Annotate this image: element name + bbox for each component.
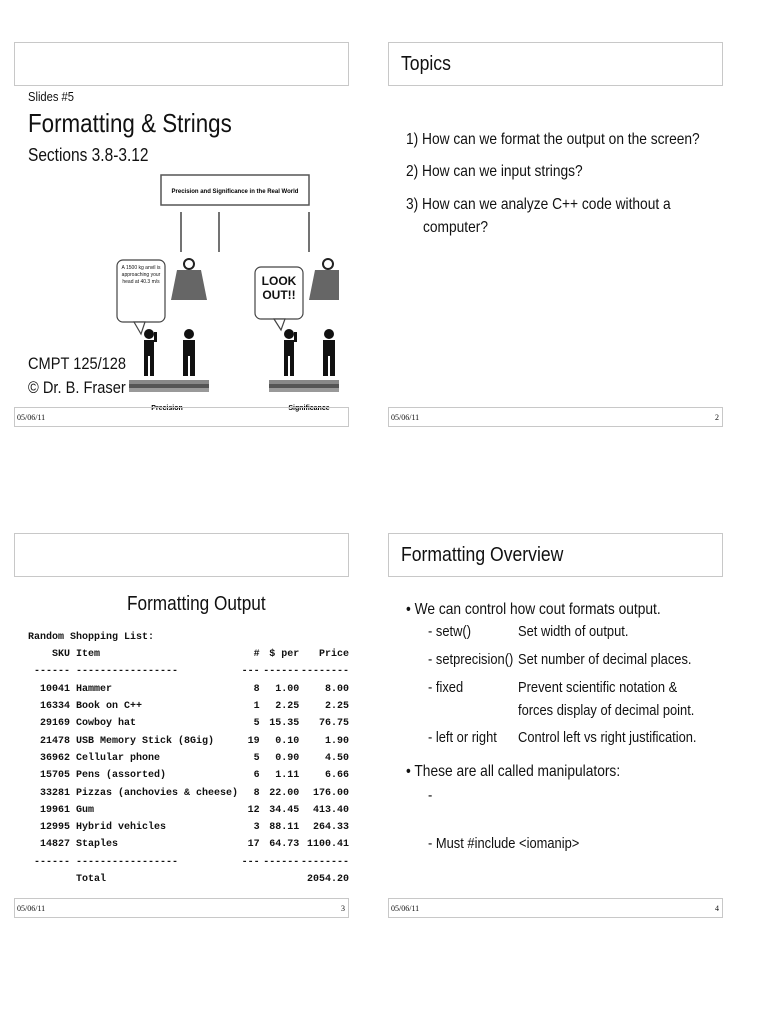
price-cell: 76.75	[318, 718, 349, 730]
price-cell: 4.50	[324, 752, 349, 764]
price-cell: 2.25	[324, 701, 349, 713]
sku-cell: 14827	[40, 839, 71, 851]
topic-item-3-cont: computer?	[423, 219, 489, 236]
qty-cell: 8	[253, 787, 260, 799]
table-row	[34, 681, 349, 698]
price-cell: 176.00	[312, 787, 349, 799]
sku-cell: 19961	[40, 804, 71, 816]
table-row	[34, 836, 349, 853]
footer-date: 05/06/11	[17, 413, 46, 422]
qty-cell: 8	[253, 683, 260, 695]
footer-page-number: 3	[341, 904, 345, 913]
manipulator-description: Control left vs right justification.	[518, 729, 697, 746]
manipulator-name: - setprecision()	[428, 651, 514, 668]
manipulator-name: - fixed	[428, 679, 464, 696]
qty-cell: 5	[253, 752, 260, 764]
person-right-a	[284, 329, 297, 376]
manipulator-description: Set number of decimal places.	[518, 651, 692, 668]
table-dash-row	[34, 854, 349, 871]
qty-cell: 12	[247, 804, 260, 816]
cartoon-banner-text: Precision and Significance in the Real World	[171, 189, 299, 195]
qty-cell: 1	[253, 701, 260, 713]
empty-sub-bullet: -	[428, 787, 433, 804]
unit-price-cell: 1.11	[275, 770, 300, 782]
slide-title-box	[388, 42, 723, 86]
dash-cell: ---	[241, 856, 260, 868]
item-cell: Cellular phone	[76, 752, 161, 764]
manipulator-description: Prevent scientific notation &	[518, 679, 678, 696]
item-cell: Staples	[76, 839, 119, 851]
sku-cell: 33281	[40, 787, 71, 799]
sku-cell: 15705	[40, 770, 71, 782]
unit-price-cell: 34.45	[269, 804, 300, 816]
table-row	[34, 698, 349, 715]
item-cell: Book on C++	[76, 701, 143, 713]
unit-price-cell: 64.73	[269, 839, 300, 851]
manipulator-name-text: left or right	[435, 729, 497, 746]
manipulator-description: Set width of output.	[518, 623, 629, 640]
table-dash-row	[34, 663, 349, 680]
unit-price-cell: 22.00	[269, 787, 300, 799]
sku-cell: 29169	[40, 718, 71, 730]
item-cell: USB Memory Stick (8Gig)	[76, 735, 215, 747]
anvil-right	[309, 270, 339, 300]
dash-cell: ------	[34, 856, 71, 868]
slide-subtitle: Sections 3.8-3.12	[28, 145, 149, 165]
footer-page-number: 4	[715, 904, 719, 913]
table-total-row	[34, 871, 349, 888]
item-cell: Pens (assorted)	[76, 770, 167, 782]
shopping-list-caption: Random Shopping List:	[28, 632, 155, 643]
header-unit-price: $ per	[269, 649, 300, 661]
sku-cell: 21478	[40, 735, 71, 747]
bullet-1: • We can control how cout formats output.	[406, 601, 661, 618]
shopping-table	[34, 646, 349, 888]
dash-cell: --------	[300, 666, 349, 678]
manipulator-description-cont: forces display of decimal point.	[518, 702, 695, 719]
anvil-left	[171, 270, 207, 300]
footer-date: 05/06/11	[17, 904, 46, 913]
slide-footer	[388, 898, 723, 918]
total-label: Total	[76, 874, 107, 885]
slide-title: Formatting Overview	[401, 544, 564, 566]
slide-1	[14, 42, 349, 427]
qty-cell: 6	[253, 770, 260, 782]
footer-page-number: 2	[715, 413, 719, 422]
cartoon-label-precision: Precision	[151, 405, 183, 412]
slide-footer	[388, 407, 723, 427]
topic-item-3: 3) How can we analyze C++ code without a	[406, 196, 671, 213]
person-right-b	[323, 329, 335, 376]
qty-cell: 19	[247, 735, 260, 747]
slide-label: Slides #5	[28, 89, 74, 104]
sku-cell: 36962	[40, 752, 71, 764]
bullet-1-text: We can control how cout formats output.	[414, 601, 661, 618]
author-label: © Dr. B. Fraser	[28, 378, 126, 397]
slide-footer	[14, 898, 349, 918]
price-cell: 413.40	[312, 804, 349, 816]
include-sub-bullet: - Must #include <iomanip>	[428, 835, 580, 852]
manipulator-name: - setw()	[428, 623, 472, 640]
item-cell: Gum	[76, 804, 95, 816]
price-cell: 1.90	[324, 735, 349, 747]
cartoon-label-significance: Significance	[288, 405, 330, 412]
precision-significance-cartoon	[109, 162, 339, 432]
person-left-a	[144, 329, 157, 376]
dash-cell: ------	[263, 856, 300, 868]
table-row	[34, 819, 349, 836]
price-cell: 264.33	[312, 822, 349, 834]
qty-cell: 5	[253, 718, 260, 730]
unit-price-cell: 0.10	[275, 735, 300, 747]
header-item: Item	[76, 649, 101, 661]
person-left-b	[183, 329, 195, 376]
dash-cell: ---	[241, 666, 260, 678]
slide-title: Topics	[401, 53, 451, 75]
slide-title-box	[14, 42, 349, 86]
topic-item-2: 2) How can we input strings?	[406, 163, 583, 180]
manipulator-name-text: setprecision()	[435, 651, 514, 668]
table-row	[34, 750, 349, 767]
price-cell: 8.00	[324, 683, 349, 695]
item-cell: Hybrid vehicles	[76, 822, 167, 834]
price-cell: 1100.41	[306, 839, 349, 851]
unit-price-cell: 88.11	[269, 822, 300, 834]
sku-cell: 10041	[40, 683, 71, 695]
slide-3	[14, 533, 349, 918]
item-cell: Hammer	[76, 683, 113, 695]
manipulator-name-text: fixed	[435, 679, 464, 696]
qty-cell: 3	[253, 822, 260, 834]
slide-heading: Formatting Output	[127, 593, 266, 615]
header-qty: #	[253, 649, 260, 661]
dash-cell: -----------------	[76, 666, 179, 678]
item-cell: Pizzas (anchovies & cheese)	[76, 787, 239, 799]
bullet-2: • These are all called manipulators:	[406, 763, 621, 780]
unit-price-cell: 2.25	[275, 701, 300, 713]
manipulator-name: - left or right	[428, 729, 497, 746]
unit-price-cell: 0.90	[275, 752, 300, 764]
manipulator-name-text: setw()	[435, 623, 472, 640]
slide-title-box	[14, 533, 349, 577]
bullet-2-text: These are all called manipulators:	[414, 763, 621, 780]
dash-cell: --------	[300, 856, 349, 868]
dash-cell: -----------------	[76, 856, 179, 868]
header-price: Price	[318, 649, 349, 661]
table-row	[34, 732, 349, 749]
sku-cell: 12995	[40, 822, 71, 834]
price-cell: 6.66	[324, 770, 349, 782]
qty-cell: 17	[247, 839, 260, 851]
topic-item-1: 1) How can we format the output on the screen?	[406, 131, 700, 148]
sku-cell: 16334	[40, 701, 71, 713]
total-value: 2054.20	[306, 874, 349, 885]
slide-title-box	[388, 533, 723, 577]
table-row	[34, 784, 349, 801]
table-row	[34, 767, 349, 784]
course-label: CMPT 125/128	[28, 354, 127, 373]
speech-bubble-left-text: A 1500 kg anvil is approaching your head at 40.3 m/s	[121, 265, 161, 285]
slide-4	[388, 533, 723, 918]
item-cell: Cowboy hat	[76, 718, 137, 730]
footer-date: 05/06/11	[391, 904, 420, 913]
table-row	[34, 715, 349, 732]
shopping-table-body	[34, 681, 349, 854]
slide-footer	[14, 407, 349, 427]
slide-2	[388, 42, 723, 427]
header-sku: SKU	[52, 649, 71, 661]
footer-date: 05/06/11	[391, 413, 420, 422]
slide-title: Formatting & Strings	[28, 108, 232, 138]
speech-bubble-right-text: LOOK OUT!!	[261, 274, 297, 303]
table-row	[34, 802, 349, 819]
dash-cell: ------	[34, 666, 71, 678]
unit-price-cell: 1.00	[275, 683, 300, 695]
dash-cell: ------	[263, 666, 300, 678]
table-header-row	[34, 646, 349, 663]
unit-price-cell: 15.35	[269, 718, 300, 730]
